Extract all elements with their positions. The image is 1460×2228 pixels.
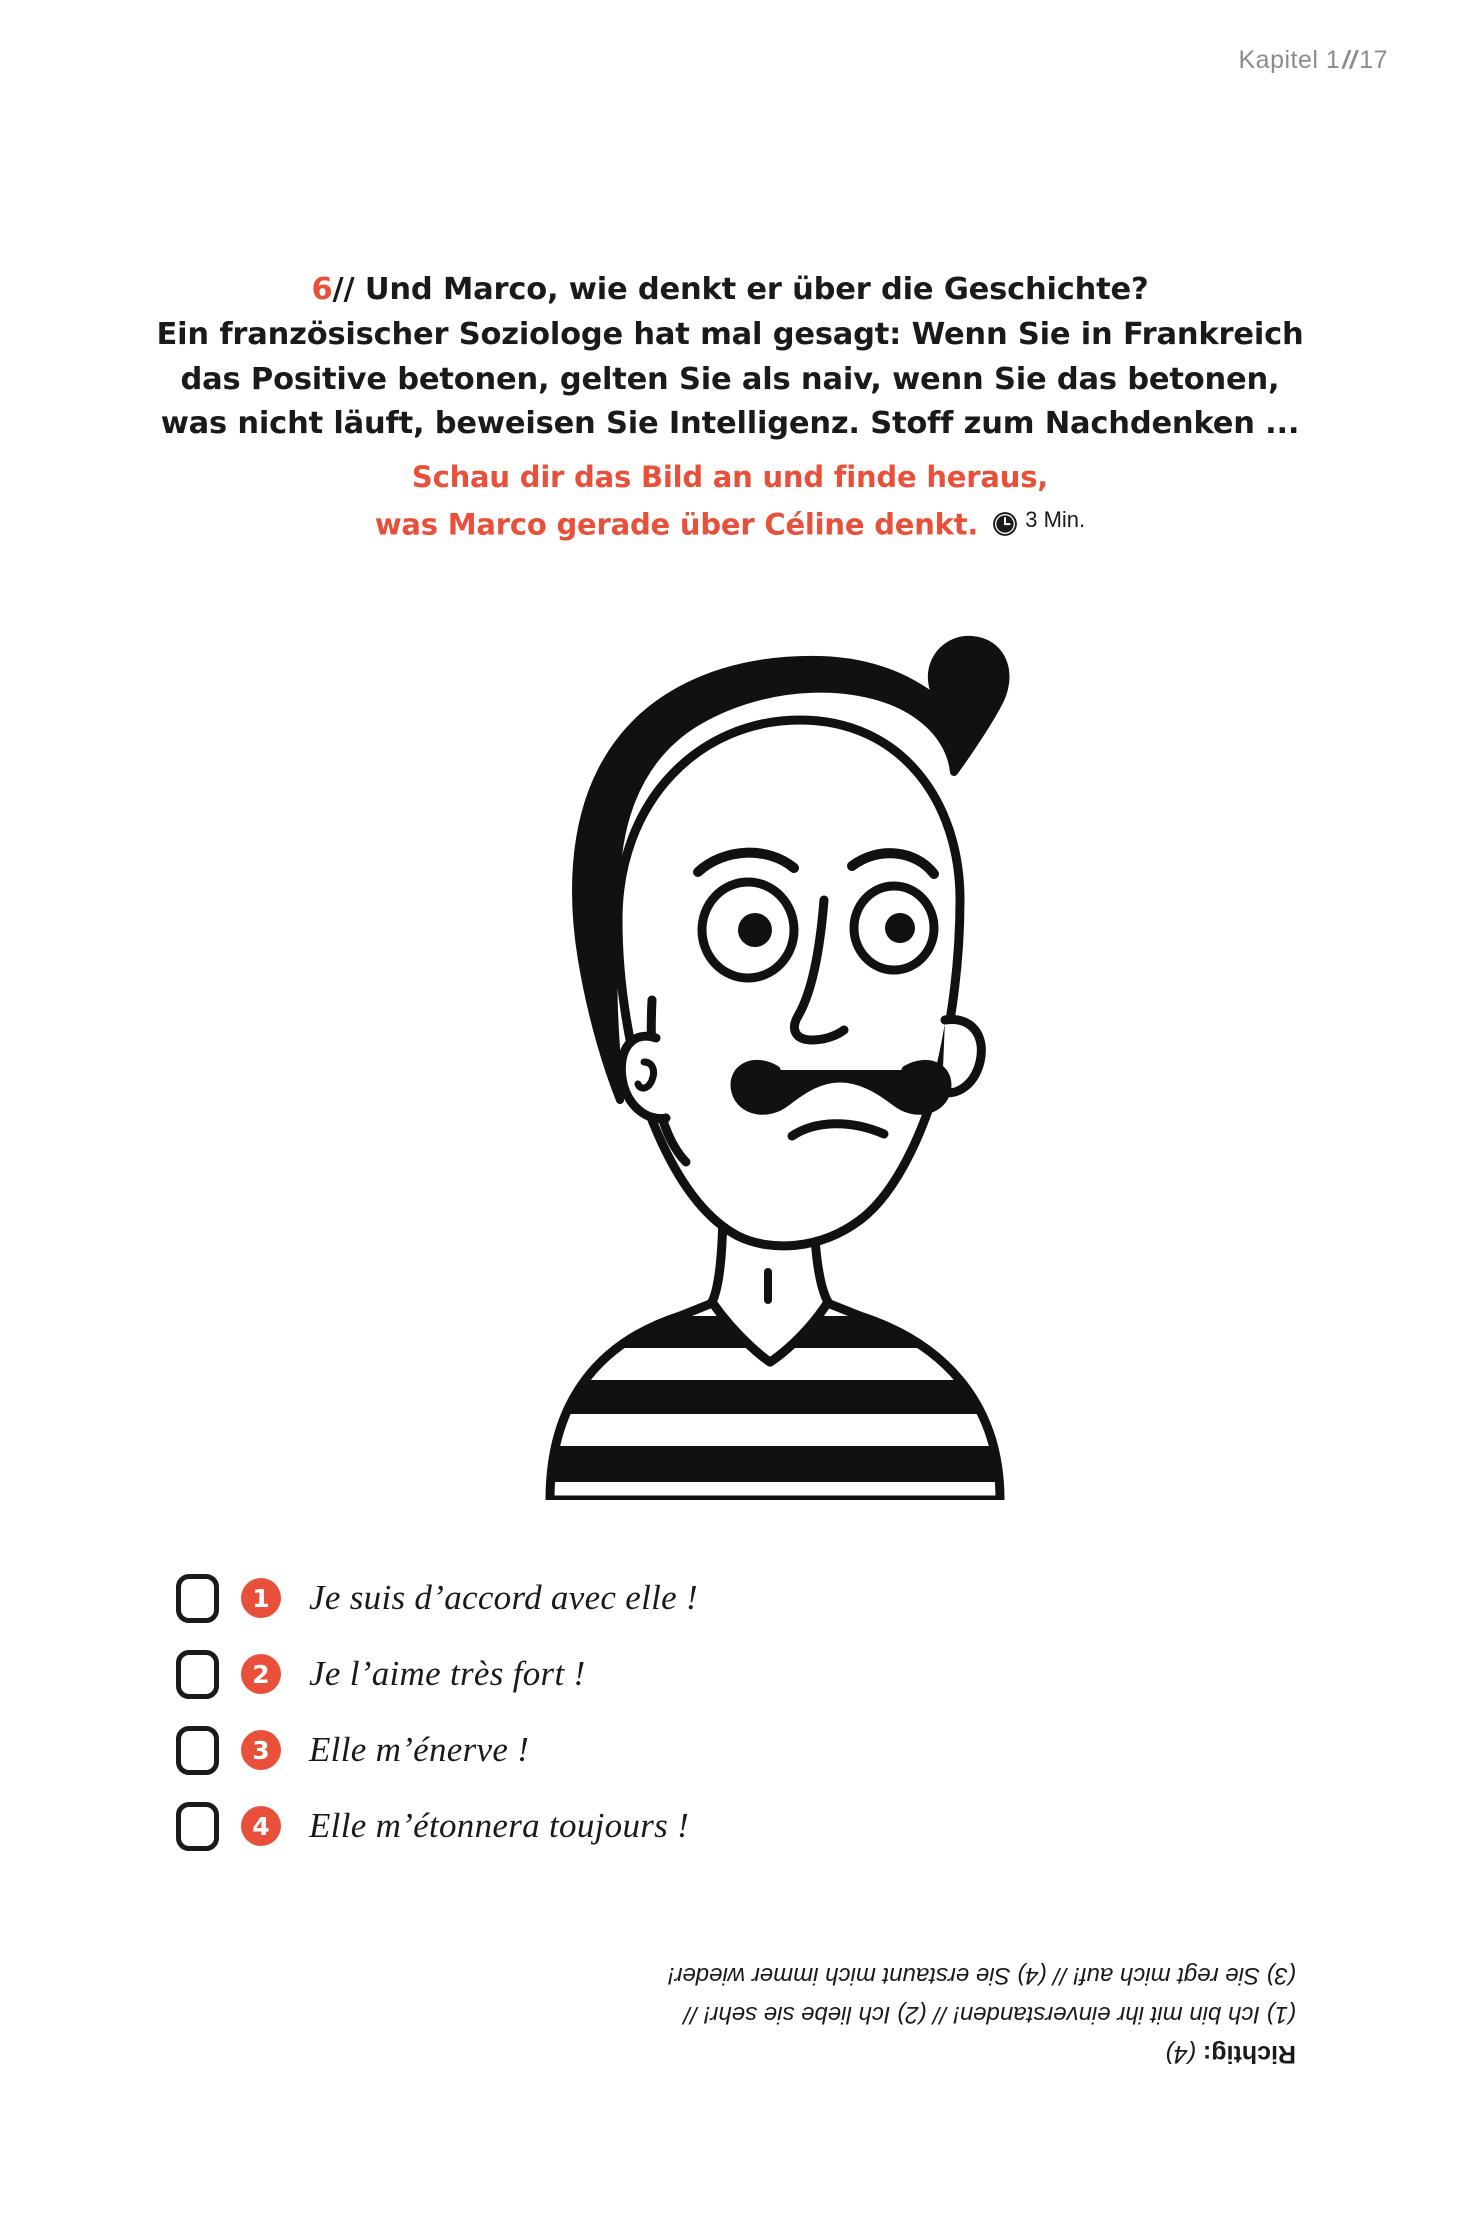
marco-portrait-illustration xyxy=(300,600,1180,1500)
exercise-heading xyxy=(130,268,1330,447)
time-indicator xyxy=(992,503,1085,536)
option-text-3: Elle m’énerve ! xyxy=(309,1730,530,1769)
option-text-4: Elle m’étonnera toujours ! xyxy=(309,1806,690,1845)
option-number-4: 4 xyxy=(241,1806,281,1846)
page-header xyxy=(1238,46,1388,75)
option-text-2: Je l’aime très fort ! xyxy=(309,1654,586,1693)
solution-label-row xyxy=(176,2039,1296,2068)
solution-answer: (4) xyxy=(1165,2039,1196,2068)
solution-translation xyxy=(176,1955,1296,2033)
option-checkbox-2[interactable] xyxy=(176,1650,219,1699)
exercise-block xyxy=(130,268,1330,547)
task-instruction-line-2: was Marco gerade über Céline denkt. xyxy=(374,507,979,542)
header-page-number: 17 xyxy=(1359,46,1388,74)
task-instruction xyxy=(130,456,1330,547)
exercise-body-line-1: Ein französischer Soziologe hat mal gesagt: Wenn Sie in Frankreich xyxy=(156,316,1304,352)
header-separator: // xyxy=(1342,46,1358,74)
option-number-2: 2 xyxy=(241,1654,281,1694)
list-item[interactable] xyxy=(176,1788,1276,1864)
exercise-number-separator: // xyxy=(332,272,355,307)
solution-block xyxy=(176,1955,1296,2068)
option-text-1: Je suis d’accord avec elle ! xyxy=(309,1578,699,1617)
exercise-title: Und Marco, wie denkt er über die Geschichte? xyxy=(364,272,1149,307)
clock-icon xyxy=(992,506,1018,532)
exercise-number: 6 xyxy=(311,272,333,307)
answer-options-list xyxy=(176,1560,1276,1864)
task-instruction-line-1: Schau dir das Bild an und finde heraus, xyxy=(411,460,1049,495)
option-checkbox-1[interactable] xyxy=(176,1574,219,1623)
list-item[interactable] xyxy=(176,1560,1276,1636)
exercise-body-line-2: das Positive betonen, gelten Sie als naiv, wenn Sie das betonen, xyxy=(180,361,1280,397)
list-item[interactable] xyxy=(176,1712,1276,1788)
header-chapter: Kapitel 1 xyxy=(1238,46,1341,74)
exercise-body-line-3: was nicht läuft, beweisen Sie Intelligenz. Stoff zum Nachdenken ... xyxy=(160,406,1300,442)
option-checkbox-4[interactable] xyxy=(176,1802,219,1851)
solution-label: Richtig: xyxy=(1202,2039,1296,2068)
option-checkbox-3[interactable] xyxy=(176,1726,219,1775)
option-number-1: 1 xyxy=(241,1578,281,1618)
option-number-3: 3 xyxy=(241,1730,281,1770)
time-label: 3 Min. xyxy=(1025,506,1086,532)
list-item[interactable] xyxy=(176,1636,1276,1712)
solution-line-2: (3) Sie regt mich auf! // (4) Sie erstaunt mich immer wieder! xyxy=(667,1961,1296,1989)
solution-line-1: (1) Ich bin mit ihr einverstanden! // (2) Ich liebe sie sehr! // xyxy=(683,2000,1296,2028)
